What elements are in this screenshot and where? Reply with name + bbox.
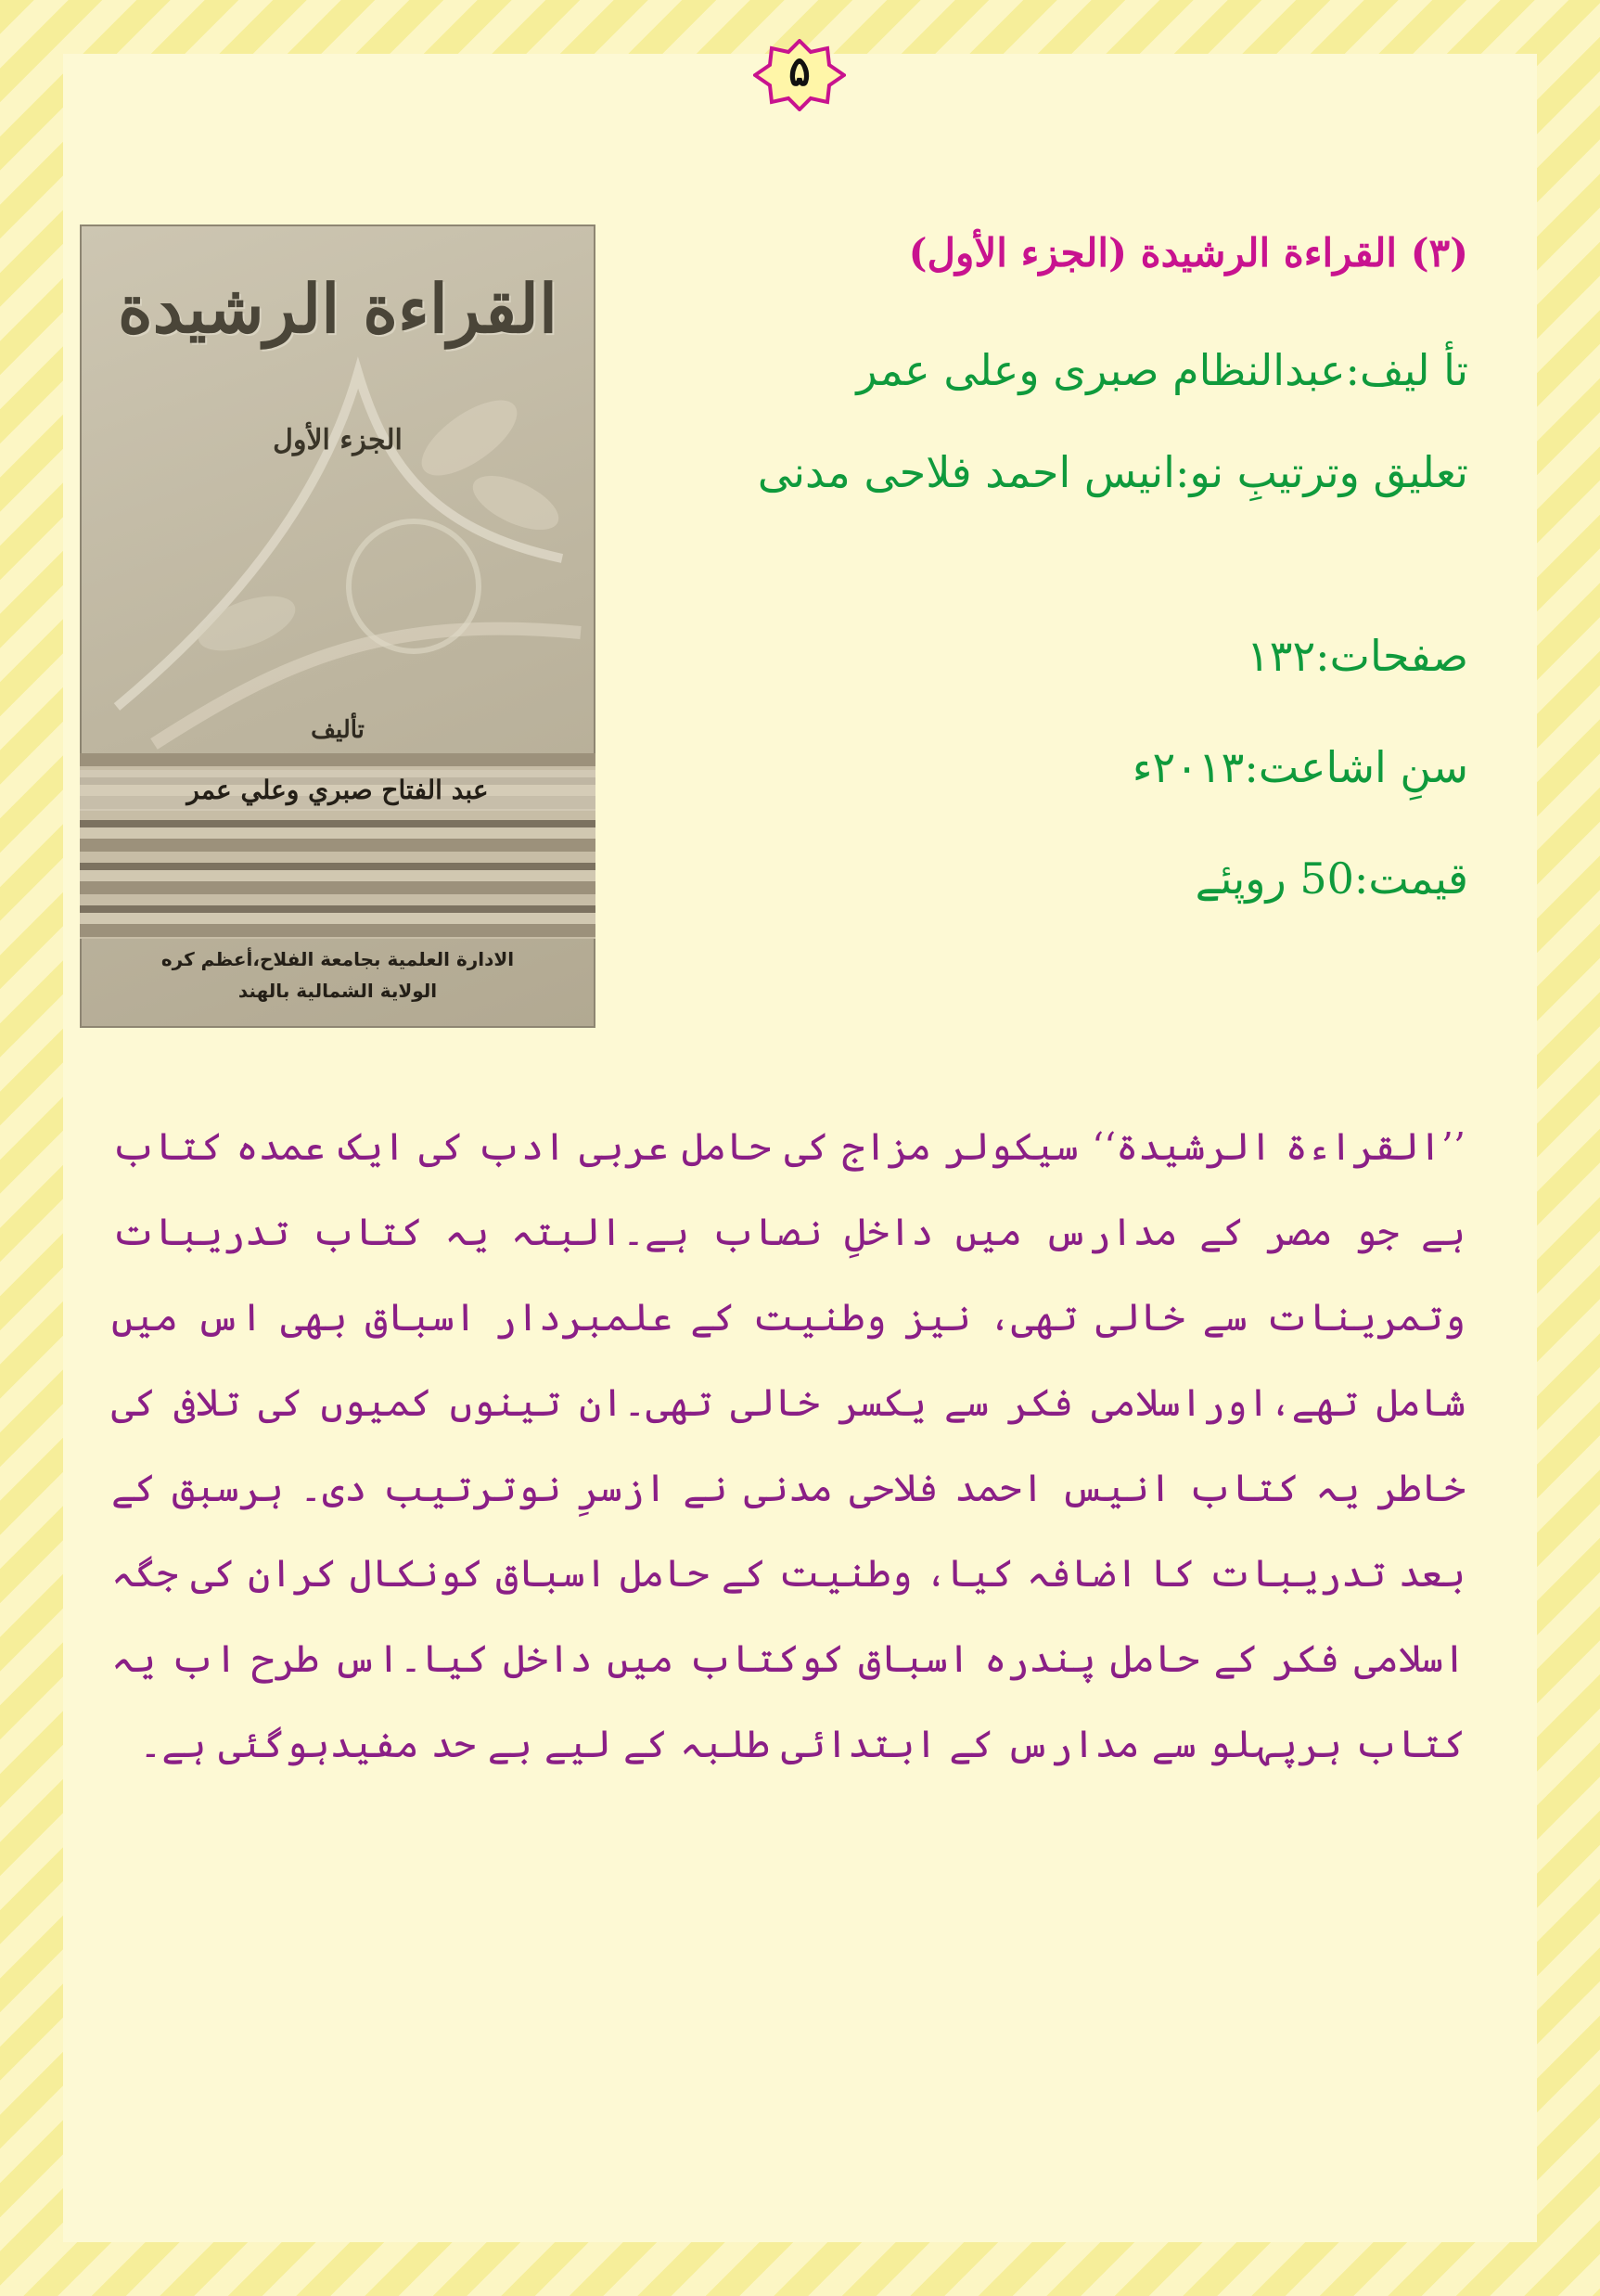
cover-publisher-line-2: الولاية الشمالية بالهند bbox=[237, 980, 438, 1002]
page-number-badge bbox=[753, 39, 846, 111]
cover-publisher bbox=[80, 943, 595, 1007]
cover-author: عبد الفتاح صبري وعلي عمر bbox=[80, 770, 595, 811]
pages-line: صفحات:۱۳۲ bbox=[1247, 631, 1468, 681]
cover-publisher-line-1: الادارة العلمية بجامعة الفلاح،أعظم كره bbox=[160, 948, 515, 970]
page-number: ۵ bbox=[788, 48, 811, 96]
book-cover-image bbox=[80, 224, 595, 1028]
book-description: ’’القراءۃ الرشیدۃ‘‘ سیکولر مزاج کی حامل عربی ادب کی ایک عمدہ کتاب ہے جو مصر کے مدارس میں داخلِ نصاب ہے۔البتہ یہ کتاب تدریبات وتمرینات سے خالی تھی، نیز وطنیت کے علمبردار اسباق بھی اس میں شامل تھے،اوراسلامی فکر سے یکسر خالی تھی۔ان تینوں کمیوں کی تلافی کی خاطر یہ کتاب انیس احمد فلاحی مدنی نے ازسرِ نوترتیب دی۔ ہرسبق کے بعد تدریبات کا اضافہ کیا، وطنیت کے حامل اسباق کونکال کران کی جگہ اسلامی فکر کے حامل پندرہ اسباق کوکتاب میں داخل کیا۔اس طرح اب یہ کتاب ہرپہلو سے مدارس کے ابتدائی طلبہ کے لیے بے حد مفیدہوگئی ہے۔ bbox=[111, 1124, 1466, 1766]
cover-subtitle: الجزء الأول bbox=[273, 424, 403, 456]
editor-line: تعلیق وترتیبِ نو:انیس احمد فلاحی مدنی bbox=[757, 447, 1468, 497]
book-heading: (۳) القراءة الرشيدة (الجزء الأول) bbox=[908, 230, 1468, 276]
cover-title: القراءة الرشيدة bbox=[118, 269, 557, 348]
publication-year-line: سنِ اشاعت:۲۰۱۳ء bbox=[1132, 742, 1468, 792]
cover-author-label: تأليف bbox=[311, 716, 365, 744]
price-line: قیمت:50 روپئے bbox=[1195, 853, 1468, 904]
author-line: تأ لیف:عبدالنظام صبری وعلی عمر bbox=[856, 345, 1468, 395]
